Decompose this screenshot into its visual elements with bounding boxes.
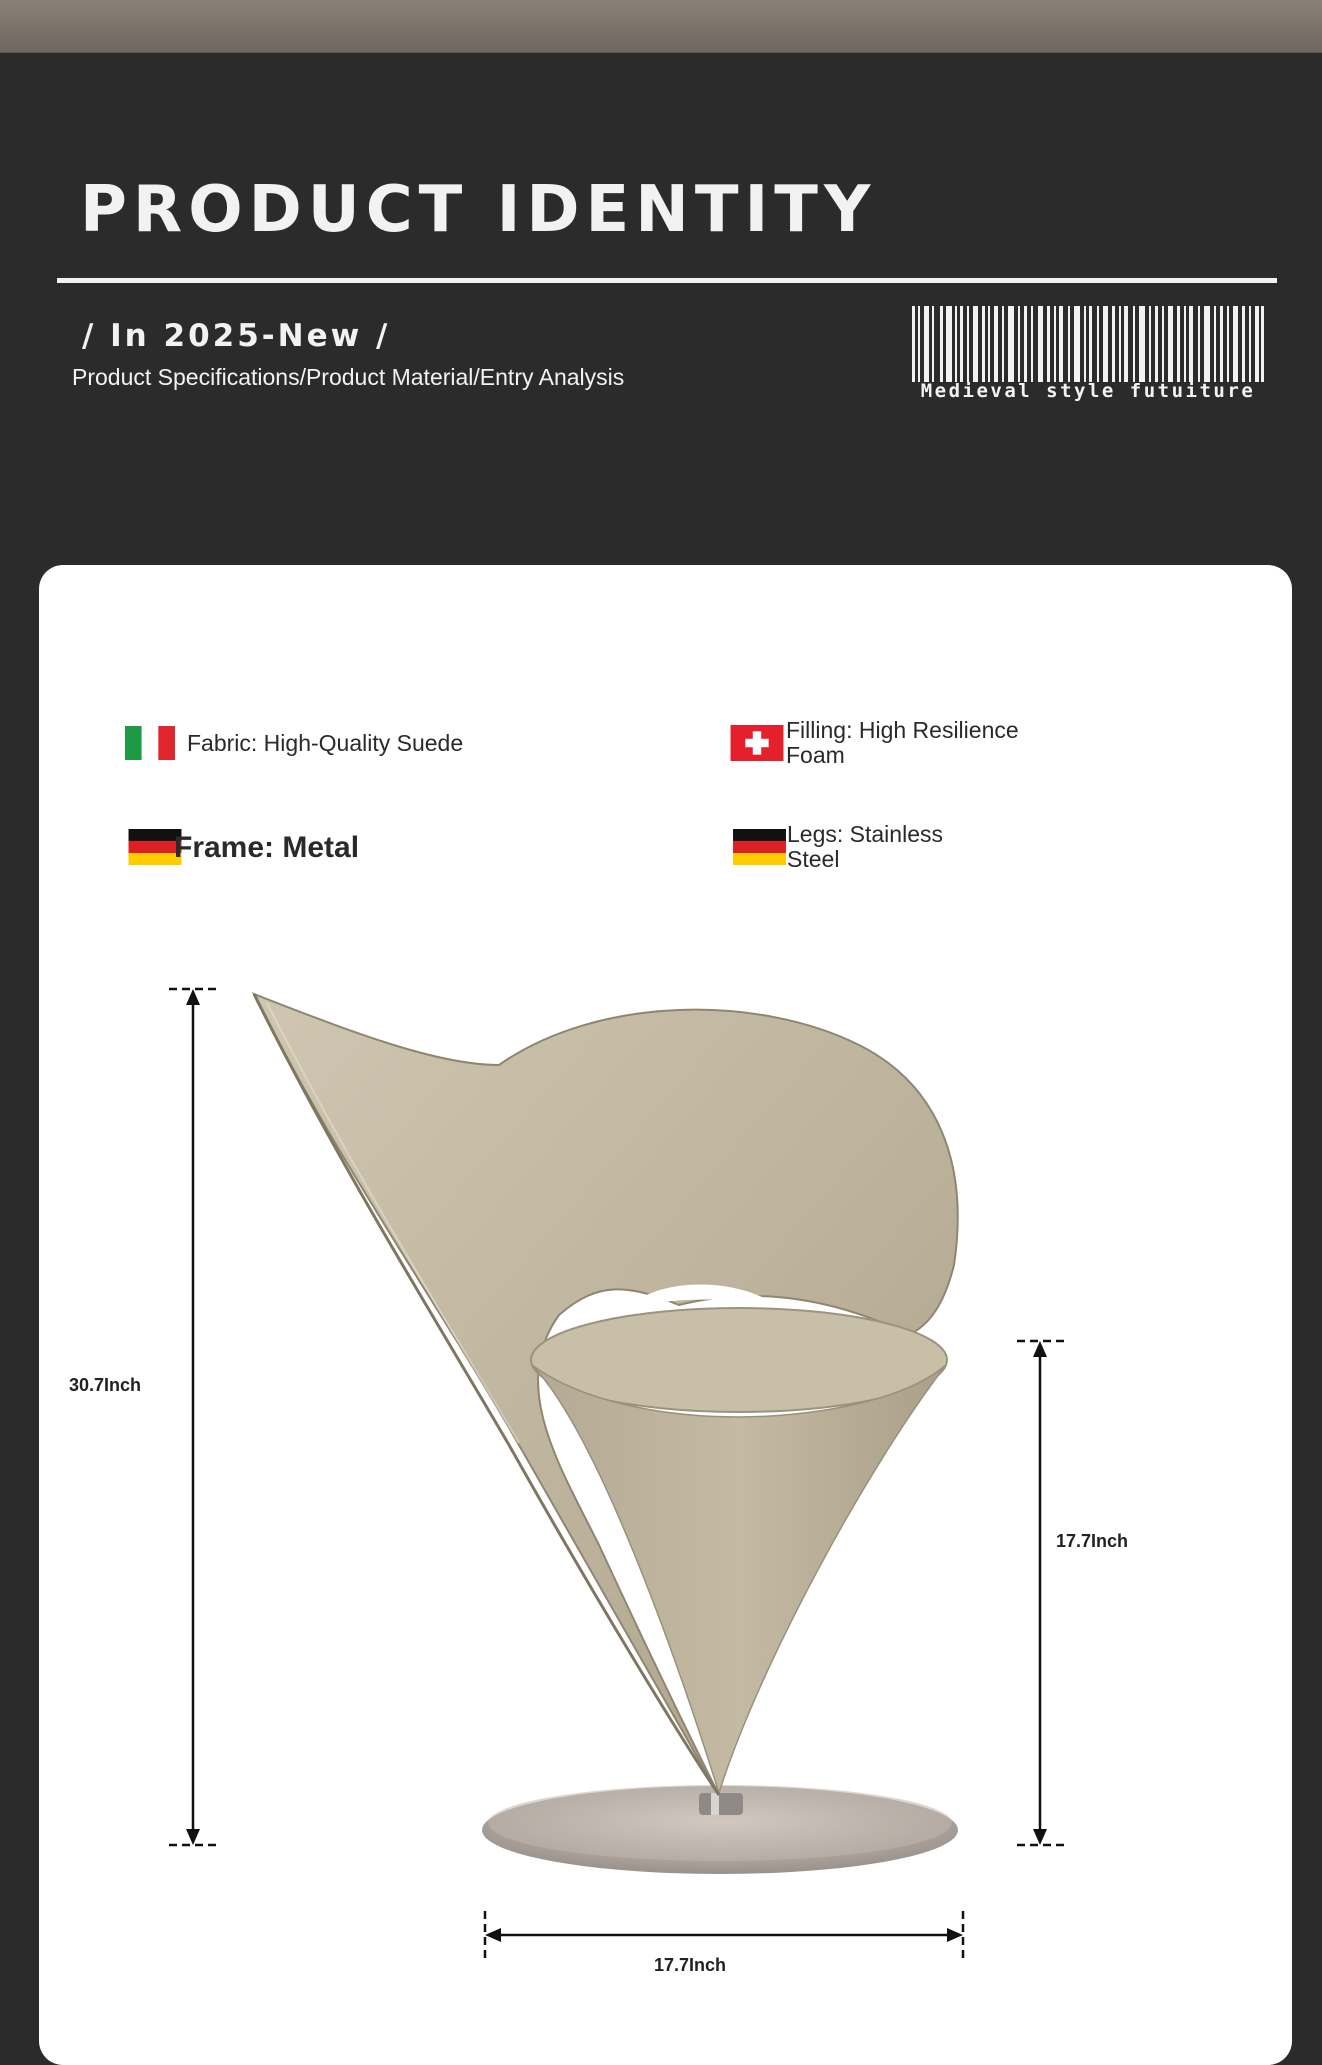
frame-label: Frame: Metal	[174, 830, 360, 864]
barcode	[912, 306, 1264, 404]
arrow-right-icon	[947, 1928, 963, 1942]
barcode-caption: Medieval style futuiture	[920, 380, 1256, 402]
page-title: PRODUCT IDENTITY	[80, 173, 877, 247]
spec-card	[39, 565, 1292, 2065]
title-divider	[57, 278, 1277, 283]
width-dimension-label: 17.7Inch	[654, 1955, 727, 1975]
top-photo-strip	[0, 0, 1322, 53]
arrow-up-icon	[1033, 1341, 1047, 1357]
year-subtitle: / In 2025-New /	[82, 318, 391, 354]
height-dimension-label: 30.7Inch	[69, 1375, 142, 1395]
barcode-icon	[912, 306, 1264, 382]
fabric-label: Fabric: High-Quality Suede	[187, 729, 464, 756]
arrow-up-icon	[186, 989, 200, 1005]
filling-label: Filling: High Resilience Foam	[786, 717, 1019, 768]
specs-caption: Product Specifications/Product Material/Entry Analysis	[72, 364, 625, 390]
arrow-left-icon	[485, 1928, 501, 1942]
arrow-down-icon	[1033, 1829, 1047, 1845]
seat-height-dimension-label: 17.7Inch	[1056, 1531, 1129, 1551]
legs-label: Legs: Stainless Steel	[787, 821, 943, 872]
dimension-lines	[39, 565, 1292, 2065]
arrow-down-icon	[186, 1829, 200, 1845]
